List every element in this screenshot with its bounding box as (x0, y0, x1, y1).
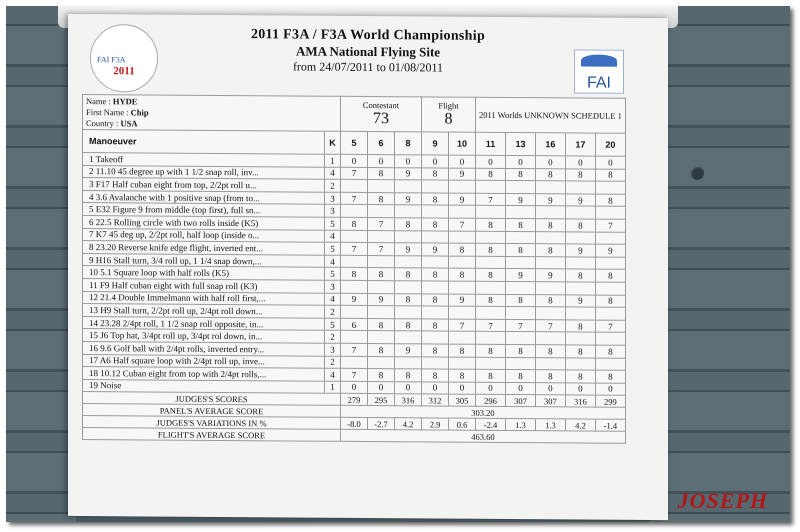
judge-header: 10 (449, 132, 476, 155)
judge-score: 8 (535, 370, 565, 383)
first-name-label: First Name : (86, 106, 129, 117)
k-factor: 4 (325, 230, 341, 243)
judge-score (476, 231, 506, 244)
sheet-dates: from 24/07/2011 to 01/08/2011 (292, 59, 444, 75)
k-factor: 4 (325, 167, 341, 180)
judge-score (476, 256, 506, 269)
judge-score (341, 179, 368, 192)
judge-score: 8 (422, 319, 449, 332)
judge-variation: -2.4 (476, 419, 506, 431)
judge-score: 0 (449, 382, 476, 395)
manoeuver-name: 12 21.4 Double Immelmann with half roll first,... (83, 291, 325, 305)
judge-header: 13 (505, 132, 535, 155)
judge-score: 9 (449, 294, 476, 307)
judge-score (595, 358, 625, 371)
judge-score: 8 (595, 194, 625, 207)
judge-score (595, 282, 625, 295)
judge-header: 8 (395, 132, 422, 155)
name-label: Name : (86, 95, 111, 106)
judge-score (368, 230, 395, 243)
judge-score (476, 332, 506, 345)
judge-variation: -8.0 (341, 418, 368, 430)
judge-score (505, 206, 535, 219)
contestant-label: Contestant (362, 99, 400, 111)
panel-average-value: 303.20 (341, 406, 626, 420)
flight-cell (422, 97, 476, 132)
judge-score (535, 357, 565, 370)
judge-variation: 1.3 (505, 419, 535, 431)
manoeuver-name: 15 J6 Top hat, 3/4pt roll up, 3/4pt rol down, in... (83, 329, 325, 343)
judge-score (449, 331, 476, 344)
judge-score: 8 (595, 269, 625, 282)
judge-score (476, 180, 506, 193)
judge-score: 0 (595, 383, 625, 396)
logo-year: 2011 (113, 65, 135, 78)
judge-score: 0 (422, 155, 449, 168)
judge-score (565, 282, 595, 295)
judge-score: 8 (368, 167, 395, 180)
k-factor: 5 (325, 318, 341, 331)
judge-score (422, 180, 449, 193)
manoeuver-name: 10 5.1 Square loop with half rolls (K5) (83, 266, 325, 280)
k-factor: 1 (325, 381, 341, 394)
judge-score (595, 332, 625, 345)
judge-score (368, 205, 395, 218)
judge-header: 16 (535, 133, 565, 156)
judge-score: 8 (449, 369, 476, 382)
judge-variation: 4.2 (565, 419, 595, 431)
pilot-first-name: Chip (130, 106, 149, 117)
judge-score: 8 (341, 268, 368, 281)
judge-score (395, 331, 422, 344)
judge-score: 0 (535, 382, 565, 395)
judge-score: 8 (422, 167, 449, 180)
judge-total: 307 (535, 395, 565, 407)
judge-score (341, 280, 368, 293)
judge-score: 8 (476, 369, 506, 382)
judge-score: 0 (535, 156, 565, 169)
judge-score: 8 (535, 345, 565, 358)
judge-score: 8 (565, 168, 595, 181)
judge-score (395, 281, 422, 294)
flight-average-row (83, 428, 626, 444)
judge-total: 316 (395, 394, 422, 406)
pilot-country: USA (120, 117, 138, 128)
logo-text: FAI F3A (97, 55, 126, 65)
judge-score (595, 181, 625, 194)
judge-score: 7 (476, 193, 506, 206)
judge-score: 8 (595, 295, 625, 308)
photographer-watermark: JOSEPH (677, 488, 768, 513)
judge-score: 8 (505, 294, 535, 307)
judge-score: 0 (565, 156, 595, 169)
judge-variation: 1.3 (535, 419, 565, 431)
judge-score: 8 (505, 218, 535, 231)
flight-average-label: FLIGHT'S AVERAGE SCORE (83, 428, 341, 442)
sheet-header (68, 14, 668, 77)
judge-score: 0 (565, 383, 595, 396)
contestant-number: 73 (373, 110, 389, 128)
judge-score: 8 (535, 294, 565, 307)
schedule-name: 2011 Worlds UNKNOWN SCHEDULE 1 (476, 97, 626, 133)
judge-score: 8 (535, 219, 565, 232)
k-header: K (325, 131, 341, 154)
judge-score: 8 (449, 268, 476, 281)
judge-score: 0 (368, 381, 395, 394)
pilot-name: HYDE (112, 95, 138, 106)
judge-score: 8 (565, 219, 595, 232)
judge-score (449, 205, 476, 218)
flight-number: 8 (444, 110, 453, 128)
judge-score: 9 (395, 344, 422, 357)
judge-score: 9 (565, 294, 595, 307)
manoeuver-name: 13 H9 Stall turn, 2/2pt roll up, 2/4pt roll down... (83, 304, 325, 318)
judge-score (368, 180, 395, 193)
k-factor: 4 (325, 293, 341, 306)
judge-score: 8 (395, 318, 422, 331)
judge-score (395, 180, 422, 193)
judge-score: 9 (565, 244, 595, 257)
judge-total: 296 (476, 395, 506, 407)
judge-score: 0 (368, 154, 395, 167)
manoeuver-name: 18 10.12 Cuban eight from top with 2/4pt rolls,... (83, 367, 325, 381)
wood-wall-right (650, 6, 790, 522)
judge-score: 9 (422, 243, 449, 256)
judge-score: 8 (341, 217, 368, 230)
judge-score: 9 (535, 193, 565, 206)
k-factor: 5 (325, 217, 341, 230)
judge-score: 8 (422, 369, 449, 382)
manoeuver-name: 11 F9 Half cuban eight with full snap roll (K3) (83, 278, 325, 292)
manoeuver-name: 9 H16 Stall turn, 3/4 roll up, 1 1/4 snap down,... (83, 253, 325, 267)
k-factor: 5 (325, 268, 341, 281)
judge-header: 17 (565, 133, 595, 156)
contestant-cell (341, 96, 422, 132)
judge-score: 9 (368, 293, 395, 306)
judge-score (505, 181, 535, 194)
judge-score: 9 (535, 269, 565, 282)
judge-score (505, 281, 535, 294)
judge-score: 8 (595, 345, 625, 358)
manoeuver-name: 17 A6 Half square loop with 2/4pt roll up, inve... (83, 354, 325, 368)
judge-score: 9 (395, 192, 422, 205)
k-factor: 2 (325, 179, 341, 192)
k-factor: 2 (325, 305, 341, 318)
pilot-info-row (83, 95, 626, 134)
judge-score: 7 (341, 192, 368, 205)
photo (6, 6, 790, 522)
fai-logo-text: FAI (586, 74, 611, 92)
judge-score (341, 331, 368, 344)
manoeuver-header: Manoeuver (83, 130, 325, 155)
judge-total: 305 (449, 394, 476, 406)
judge-score: 8 (449, 243, 476, 256)
judge-score (535, 181, 565, 194)
judge-score: 0 (422, 382, 449, 395)
panel-average-label: PANEL'S AVERAGE SCORE (83, 404, 341, 418)
judge-score (341, 230, 368, 243)
judge-score: 7 (368, 243, 395, 256)
k-factor: 2 (325, 331, 341, 344)
judge-total: 279 (341, 394, 368, 406)
judge-total: 307 (505, 395, 535, 407)
judge-score (422, 356, 449, 369)
judge-score (422, 256, 449, 269)
k-factor: 3 (325, 343, 341, 356)
judge-score (565, 357, 595, 370)
wood-wall-left (6, 6, 76, 522)
judge-score: 8 (395, 268, 422, 281)
judge-score (565, 231, 595, 244)
judge-score (449, 231, 476, 244)
judges-variations-label: JUDGES'S VARIATIONS IN % (83, 416, 341, 430)
judge-score (565, 332, 595, 345)
sheet-title: 2011 F3A / F3A World Championship (250, 27, 486, 44)
judge-score: 8 (565, 345, 595, 358)
judge-score: 8 (422, 218, 449, 231)
judge-score (565, 206, 595, 219)
judge-score (476, 206, 506, 219)
judge-score (595, 232, 625, 245)
judge-score: 8 (565, 370, 595, 383)
judge-score: 8 (476, 218, 506, 231)
judge-score: 0 (341, 381, 368, 394)
judge-score: 7 (341, 368, 368, 381)
k-factor: 2 (325, 356, 341, 369)
judge-header: 5 (341, 131, 368, 154)
judge-score (395, 205, 422, 218)
judge-score: 9 (341, 293, 368, 306)
judge-score: 7 (341, 343, 368, 356)
judge-score: 8 (505, 344, 535, 357)
judge-score (449, 256, 476, 269)
judge-score: 7 (341, 167, 368, 180)
judge-score (449, 180, 476, 193)
judge-score: 7 (505, 319, 535, 332)
judge-score: 9 (449, 168, 476, 181)
judge-score: 8 (395, 218, 422, 231)
judge-score (535, 206, 565, 219)
flight-label: Flight (438, 100, 459, 111)
judge-score (368, 331, 395, 344)
judge-score: 8 (422, 293, 449, 306)
judge-score (422, 306, 449, 319)
judge-score: 9 (395, 167, 422, 180)
judge-score (505, 231, 535, 244)
judge-score (505, 307, 535, 320)
judge-score: 8 (476, 294, 506, 307)
judge-score: 9 (505, 193, 535, 206)
judge-score (368, 356, 395, 369)
judge-score: 8 (565, 269, 595, 282)
judge-score (341, 205, 368, 218)
judge-score (505, 357, 535, 370)
judge-score (595, 257, 625, 270)
judge-score: 8 (395, 369, 422, 382)
judge-score: 8 (422, 268, 449, 281)
judge-score: 6 (341, 318, 368, 331)
judge-score: 9 (449, 193, 476, 206)
manoeuver-name: 5 E32 Figure 9 from middle (top first), full sn... (83, 203, 325, 217)
judge-score (449, 281, 476, 294)
judge-score: 0 (595, 156, 625, 169)
judge-score: 8 (395, 293, 422, 306)
judge-header: 9 (422, 132, 449, 155)
judge-score: 9 (395, 243, 422, 256)
judge-score (595, 206, 625, 219)
judge-score (476, 306, 506, 319)
judge-header: 6 (368, 131, 395, 154)
judge-score: 0 (476, 382, 506, 395)
judge-score (449, 357, 476, 370)
judge-score (476, 281, 506, 294)
judge-score (505, 256, 535, 269)
judge-score: 0 (505, 382, 535, 395)
judge-score: 9 (565, 194, 595, 207)
judge-variation: -1.4 (595, 419, 625, 431)
judge-score: 7 (595, 320, 625, 333)
manoeuver-name: 8 23.20 Reverse knife edge flight, inverted ent... (83, 241, 325, 255)
judge-score: 8 (422, 344, 449, 357)
flight-average-value: 463.60 (341, 430, 626, 444)
manoeuver-name: 16 9.6 Golf ball with 2/4pt rolls, inverted entry... (83, 341, 325, 355)
judge-score (395, 306, 422, 319)
judge-score (341, 305, 368, 318)
judge-score (535, 307, 565, 320)
score-sheet (68, 14, 668, 520)
judge-score: 8 (368, 268, 395, 281)
judge-score (476, 357, 506, 370)
judge-score: 8 (595, 169, 625, 182)
judge-score: 8 (368, 192, 395, 205)
judge-score: 7 (449, 218, 476, 231)
judge-score: 0 (395, 381, 422, 394)
judge-score (535, 256, 565, 269)
k-factor: 3 (325, 280, 341, 293)
pilot-identity (83, 95, 341, 132)
judge-score: 9 (505, 269, 535, 282)
judge-total: 312 (422, 394, 449, 406)
judge-score: 8 (505, 168, 535, 181)
country-label: Country : (86, 117, 119, 128)
judge-score: 7 (341, 242, 368, 255)
score-table (82, 94, 626, 444)
k-factor: 5 (325, 242, 341, 255)
bolt (690, 166, 704, 180)
judge-variation: 2.9 (422, 418, 449, 430)
judge-score: 7 (595, 219, 625, 232)
judge-score (565, 307, 595, 320)
judge-score: 0 (395, 155, 422, 168)
judge-total: 316 (565, 395, 595, 407)
judge-score: 8 (368, 369, 395, 382)
judge-score: 9 (595, 244, 625, 257)
judge-score (395, 356, 422, 369)
judge-score: 7 (368, 217, 395, 230)
judge-score: 8 (368, 343, 395, 356)
judge-score: 0 (505, 155, 535, 168)
judge-score: 8 (505, 244, 535, 257)
manoeuver-name: 3 F17 Half cuban eight from top, 2/2pt roll u... (83, 178, 325, 192)
judge-score: 8 (535, 168, 565, 181)
k-factor: 3 (325, 205, 341, 218)
judge-score: 7 (449, 319, 476, 332)
judge-score (368, 280, 395, 293)
judge-score (565, 181, 595, 194)
judge-score (422, 281, 449, 294)
judge-score: 8 (565, 320, 595, 333)
judge-score (449, 306, 476, 319)
judge-score (341, 255, 368, 268)
judge-score: 8 (476, 243, 506, 256)
manoeuver-name: 1 Takeoff (83, 153, 325, 167)
judge-score: 8 (535, 244, 565, 257)
judge-score (395, 230, 422, 243)
judge-score: 7 (535, 319, 565, 332)
judge-score: 0 (449, 155, 476, 168)
judge-score (535, 332, 565, 345)
judge-score (535, 231, 565, 244)
judge-score: 0 (476, 155, 506, 168)
judge-score: 8 (505, 370, 535, 383)
k-factor: 3 (325, 192, 341, 205)
judge-variation: -2.7 (368, 418, 395, 430)
judge-header: 11 (476, 132, 506, 155)
judges-scores-label: JUDGES'S SCORES (83, 392, 341, 406)
judge-score (341, 356, 368, 369)
manoeuver-name: 6 22.5 Rolling circle with two rolls inside (K5) (83, 215, 325, 229)
manoeuver-name: 4 3.6 Avalanche with 1 positive snap (from to... (83, 190, 325, 204)
judge-score: 8 (476, 344, 506, 357)
manoeuver-name: 7 K7 45 deg up, 2/2pt roll, half loop (inside o... (83, 228, 325, 242)
judge-total: 295 (368, 394, 395, 406)
manoeuver-name: 19 Noise (83, 379, 325, 393)
judge-score (505, 332, 535, 345)
judge-score (368, 306, 395, 319)
judge-score: 8 (422, 193, 449, 206)
judge-score: 8 (476, 168, 506, 181)
judge-score (368, 255, 395, 268)
judge-score (595, 307, 625, 320)
judge-header: 20 (595, 133, 625, 156)
judge-score (535, 282, 565, 295)
k-factor: 1 (325, 154, 341, 167)
judge-score: 8 (449, 344, 476, 357)
judge-variation: 0.6 (449, 418, 476, 430)
judge-score: 0 (341, 154, 368, 167)
manoeuver-name: 2 11.10 45 degree up with 1 1/2 snap roll, inv... (83, 165, 325, 179)
judge-score: 7 (476, 319, 506, 332)
judge-score (422, 331, 449, 344)
judge-score: 8 (595, 370, 625, 383)
judge-score: 8 (476, 269, 506, 282)
judge-total: 299 (595, 395, 625, 407)
judge-score (422, 205, 449, 218)
judge-score (422, 230, 449, 243)
k-factor: 4 (325, 368, 341, 381)
sheet-subtitle: AMA National Flying Site (295, 43, 441, 60)
judge-variation: 4.2 (395, 418, 422, 430)
judge-score (565, 257, 595, 270)
judge-score (395, 255, 422, 268)
manoeuver-name: 14 23.28 2/4pt roll, 1 1/2 snap roll opposite, in... (83, 316, 325, 330)
judge-score: 8 (368, 318, 395, 331)
k-factor: 4 (325, 255, 341, 268)
